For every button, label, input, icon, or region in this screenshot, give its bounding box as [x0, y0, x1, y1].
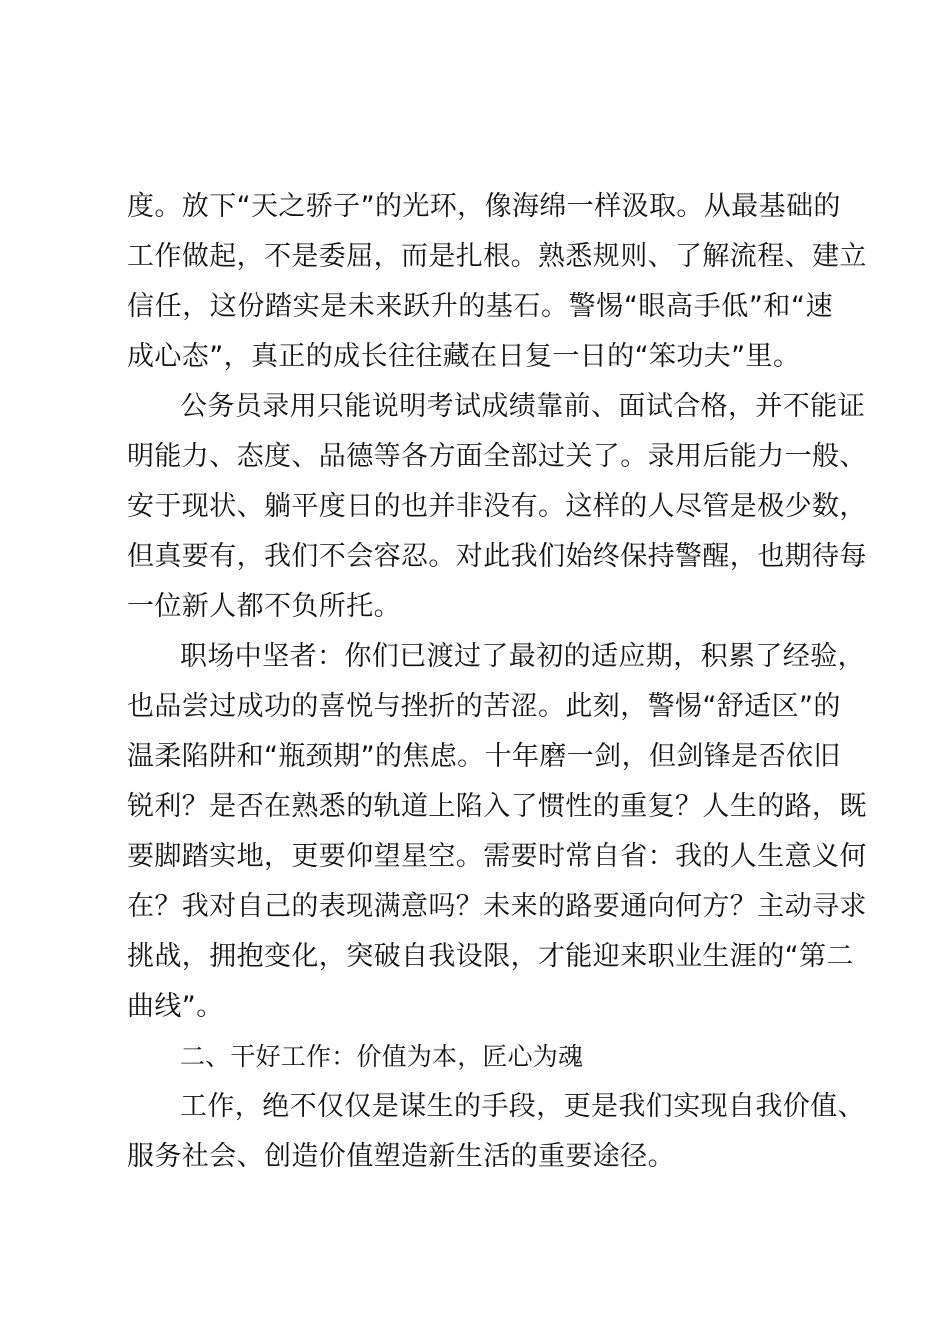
paragraph-line: 一位新人都不负所托。	[127, 591, 401, 622]
paragraph-line: 工作，绝不仅仅是谋生的手段，更是我们实现自我价值、	[180, 1091, 865, 1122]
paragraph-line: 职场中坚者：你们已渡过了最初的适应期，积累了经验，	[180, 641, 865, 672]
paragraph-line: 曲线”。	[127, 991, 224, 1022]
paragraph-line: 公务员录用只能说明考试成绩靠前、面试合格，并不能证	[180, 391, 865, 422]
paragraph-line: 也品尝过成功的喜悦与挫折的苦涩。此刻，警惕“舒适区”的	[127, 691, 841, 722]
paragraph-line: 信任，这份踏实是未来跃升的基石。警惕“眼高手低”和“速	[127, 291, 833, 322]
paragraph-line: 明能力、态度、品德等各方面全部过关了。录用后能力一般、	[127, 441, 867, 472]
paragraph-line: 温柔陷阱和“瓶颈期”的焦虑。十年磨一剑，但剑锋是否依旧	[127, 741, 841, 772]
paragraph-line: 锐利？是否在熟悉的轨道上陷入了惯性的重复？人生的路，既	[127, 791, 867, 822]
section-heading: 二、干好工作：价值为本，匠心为魂	[180, 1042, 584, 1071]
paragraph-line: 安于现状、躺平度日的也并非没有。这样的人尽管是极少数，	[127, 491, 867, 522]
paragraph-line: 要脚踏实地，更要仰望星空。需要时常自省：我的人生意义何	[127, 841, 867, 872]
paragraph-line: 度。放下“天之骄子”的光环，像海绵一样汲取。从最基础的	[127, 191, 841, 222]
paragraph-line: 在？我对自己的表现满意吗？未来的路要通向何方？主动寻求	[127, 891, 867, 922]
paragraph-line: 但真要有，我们不会容忍。对此我们始终保持警醒，也期待每	[127, 541, 867, 572]
paragraph-line: 工作做起，不是委屈，而是扎根。熟悉规则、了解流程、建立	[127, 241, 867, 272]
paragraph-line: 挑战，拥抱变化，突破自我设限，才能迎来职业生涯的“第二	[127, 941, 854, 972]
paragraph-line: 成心态”，真正的成长往往藏在日复一日的“笨功夫”里。	[127, 341, 801, 372]
paragraph-line: 服务社会、创造价值塑造新生活的重要途径。	[127, 1141, 675, 1172]
